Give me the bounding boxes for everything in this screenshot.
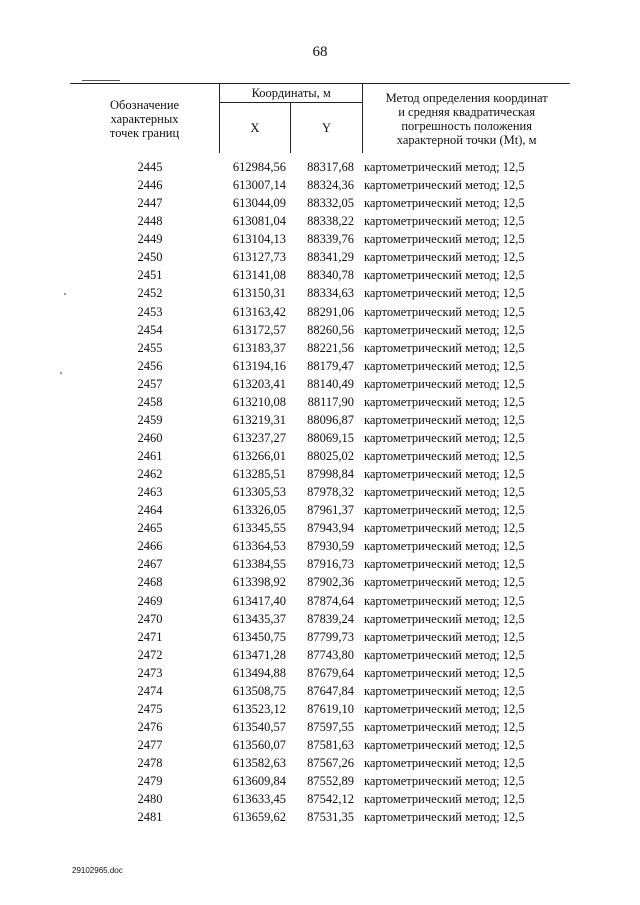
cell-point: 2472 xyxy=(137,647,163,662)
table-row xyxy=(0,483,640,501)
cell-method: картометрический метод; 12,5 xyxy=(364,467,525,482)
cell-point: 2473 xyxy=(137,665,163,680)
header-point-line-2: характерных xyxy=(110,111,179,126)
cell-point: 2454 xyxy=(137,322,163,337)
cell-y: 87874,64 xyxy=(307,593,354,608)
table-row xyxy=(0,537,640,555)
table-header xyxy=(70,83,570,153)
cell-y: 87619,10 xyxy=(307,701,354,716)
cell-x: 613508,75 xyxy=(232,683,286,698)
cell-y: 88317,68 xyxy=(307,160,354,174)
cell-x: 613183,37 xyxy=(232,340,286,355)
cell-point: 2453 xyxy=(137,304,163,319)
cell-point: 2446 xyxy=(137,178,163,193)
cell-x: 613285,51 xyxy=(232,467,286,482)
cell-y: 87552,89 xyxy=(307,774,354,789)
table-row xyxy=(0,357,640,375)
table-row xyxy=(0,519,640,537)
header-point-designation xyxy=(70,84,220,154)
table-row xyxy=(0,321,640,339)
cell-y: 87679,64 xyxy=(307,665,354,680)
cell-point: 2466 xyxy=(137,539,163,554)
cell-y: 87943,94 xyxy=(307,521,354,536)
cell-method: картометрический метод; 12,5 xyxy=(364,629,525,644)
cell-x: 613540,57 xyxy=(232,719,286,734)
table-row xyxy=(0,555,640,573)
cell-x: 613127,73 xyxy=(232,250,286,265)
cell-method: картометрический метод; 12,5 xyxy=(364,449,525,463)
cell-x: 613044,09 xyxy=(232,196,286,211)
cell-x: 613523,12 xyxy=(232,701,286,716)
header-point-line-1: Обозначение xyxy=(110,97,180,112)
cell-method: картометрический метод; 12,5 xyxy=(364,232,525,247)
cell-x: 613384,55 xyxy=(232,557,286,572)
cell-method: картометрический метод; 12,5 xyxy=(364,683,525,698)
table-row xyxy=(0,808,640,826)
cell-method: картометрический метод; 12,5 xyxy=(364,160,525,174)
cell-point: 2470 xyxy=(137,611,163,626)
cell-x: 613203,41 xyxy=(232,376,286,391)
table-row xyxy=(0,664,640,682)
cell-point: 2467 xyxy=(137,557,163,572)
cell-x: 613266,01 xyxy=(232,449,286,463)
cell-point: 2445 xyxy=(137,160,163,174)
header-method-line-1: Метод определения координат xyxy=(385,90,548,105)
cell-x: 613172,57 xyxy=(232,322,286,337)
cell-y: 87531,35 xyxy=(307,810,354,825)
table-row xyxy=(0,447,640,465)
cell-method: картометрический метод; 12,5 xyxy=(364,503,525,518)
cell-x: 612984,56 xyxy=(232,160,286,174)
cell-y: 88340,78 xyxy=(307,268,354,283)
table-row xyxy=(0,284,640,302)
page-number: 68 xyxy=(312,44,328,60)
cell-x: 613494,88 xyxy=(232,665,286,680)
cell-y: 87998,84 xyxy=(307,467,354,482)
cell-point: 2460 xyxy=(137,430,163,445)
cell-y: 88341,29 xyxy=(307,250,354,265)
header-method-line-3: погрешность положения xyxy=(401,118,532,133)
cell-point: 2447 xyxy=(137,196,163,211)
cell-x: 613150,31 xyxy=(232,286,286,301)
cell-method: картометрический метод; 12,5 xyxy=(364,611,525,626)
cell-y: 87978,32 xyxy=(307,485,354,500)
header-method-line-4: характерной точки (Mt), м xyxy=(396,132,537,147)
table-row xyxy=(0,248,640,266)
cell-x: 613609,84 xyxy=(232,774,286,789)
cell-method: картометрический метод; 12,5 xyxy=(364,810,525,825)
cell-x: 613237,27 xyxy=(232,430,286,445)
header-x: X xyxy=(220,103,291,154)
cell-point: 2458 xyxy=(137,394,163,409)
cell-x: 613417,40 xyxy=(232,593,286,608)
cell-y: 88117,90 xyxy=(307,394,354,409)
cell-x: 613435,37 xyxy=(232,611,286,626)
cell-y: 88291,06 xyxy=(307,304,354,319)
table-row xyxy=(0,592,640,610)
table-body xyxy=(0,158,640,826)
cell-y: 88069,15 xyxy=(307,430,354,445)
table-row xyxy=(0,790,640,808)
cell-point: 2477 xyxy=(137,738,163,752)
cell-method: картометрический метод; 12,5 xyxy=(364,178,525,193)
table-row xyxy=(0,393,640,411)
cell-y: 87961,37 xyxy=(307,503,354,518)
cell-point: 2462 xyxy=(137,467,163,482)
cell-method: картометрический метод; 12,5 xyxy=(364,430,525,445)
cell-method: картометрический метод; 12,5 xyxy=(364,665,525,680)
cell-method: картометрический метод; 12,5 xyxy=(364,250,525,265)
cell-method: картометрический метод; 12,5 xyxy=(364,268,525,283)
cell-method: картометрический метод; 12,5 xyxy=(364,340,525,355)
table-row xyxy=(0,501,640,519)
cell-point: 2481 xyxy=(137,810,163,825)
cell-point: 2465 xyxy=(137,521,163,536)
table-row xyxy=(0,176,640,194)
cell-x: 613081,04 xyxy=(232,214,286,229)
cell-method: картометрический метод; 12,5 xyxy=(364,575,525,590)
table-row xyxy=(0,700,640,718)
footer-filename: 29102965.doc xyxy=(72,866,123,875)
cell-y: 88140,49 xyxy=(307,376,354,391)
cell-point: 2468 xyxy=(137,575,163,590)
cell-point: 2469 xyxy=(137,593,163,608)
cell-method: картометрический метод; 12,5 xyxy=(364,521,525,536)
cell-x: 613305,53 xyxy=(232,485,286,500)
cell-method: картометрический метод; 12,5 xyxy=(364,593,525,608)
cell-x: 613659,62 xyxy=(232,810,286,825)
cell-x: 613219,31 xyxy=(232,412,286,427)
cell-method: картометрический метод; 12,5 xyxy=(364,412,525,427)
table-row xyxy=(0,212,640,230)
cell-x: 613194,16 xyxy=(232,358,286,373)
cell-y: 87930,59 xyxy=(307,539,354,554)
cell-y: 87542,12 xyxy=(307,792,354,807)
table-row xyxy=(0,429,640,447)
cell-y: 88260,56 xyxy=(307,322,354,337)
cell-method: картометрический метод; 12,5 xyxy=(364,738,525,752)
cell-y: 87743,80 xyxy=(307,647,354,662)
cell-method: картометрический метод; 12,5 xyxy=(364,394,525,409)
cell-y: 88332,05 xyxy=(307,196,354,211)
cell-method: картометрический метод; 12,5 xyxy=(364,196,525,211)
cell-x: 613210,08 xyxy=(232,394,286,409)
cell-method: картометрический метод; 12,5 xyxy=(364,304,525,319)
cell-y: 87839,24 xyxy=(307,611,354,626)
table-row xyxy=(0,266,640,284)
table-row xyxy=(0,736,640,754)
cell-x: 613560,07 xyxy=(232,738,286,752)
cell-y: 87902,36 xyxy=(307,575,354,590)
cell-y: 87567,26 xyxy=(307,756,354,771)
table-row xyxy=(0,158,640,176)
table-row xyxy=(0,375,640,393)
cell-method: картометрический метод; 12,5 xyxy=(364,539,525,554)
cell-point: 2456 xyxy=(137,358,163,373)
cell-x: 613633,45 xyxy=(232,792,286,807)
cell-method: картометрический метод; 12,5 xyxy=(364,719,525,734)
cell-x: 613326,05 xyxy=(232,503,286,518)
scan-speck xyxy=(60,372,62,374)
cell-x: 613104,13 xyxy=(232,232,286,247)
cell-method: картометрический метод; 12,5 xyxy=(364,322,525,337)
cell-method: картометрический метод; 12,5 xyxy=(364,756,525,771)
cell-method: картометрический метод; 12,5 xyxy=(364,485,525,500)
cell-x: 613141,08 xyxy=(232,268,286,283)
table-row xyxy=(0,303,640,321)
cell-x: 613471,28 xyxy=(232,647,286,662)
cell-point: 2474 xyxy=(137,683,163,698)
table-row xyxy=(0,411,640,429)
cell-y: 88096,87 xyxy=(307,412,354,427)
header-method xyxy=(363,84,570,154)
table-row xyxy=(0,339,640,357)
cell-point: 2471 xyxy=(137,629,163,644)
cell-point: 2461 xyxy=(137,449,163,463)
cell-y: 87647,84 xyxy=(307,683,354,698)
cell-y: 88338,22 xyxy=(307,214,354,229)
header-point-line-3: точек границ xyxy=(109,125,180,140)
cell-method: картометрический метод; 12,5 xyxy=(364,701,525,716)
table-row xyxy=(0,230,640,248)
cell-y: 88025,02 xyxy=(307,449,354,463)
cell-point: 2480 xyxy=(137,792,163,807)
cell-x: 613398,92 xyxy=(232,575,286,590)
table-row xyxy=(0,718,640,736)
cell-point: 2452 xyxy=(137,286,163,301)
cell-y: 88221,56 xyxy=(307,340,354,355)
cell-y: 87581,63 xyxy=(307,738,354,752)
cell-x: 613163,42 xyxy=(232,304,286,319)
cell-method: картометрический метод; 12,5 xyxy=(364,647,525,662)
table-row xyxy=(0,772,640,790)
cell-point: 2475 xyxy=(137,701,163,716)
cell-point: 2455 xyxy=(137,340,163,355)
cell-y: 88334,63 xyxy=(307,286,354,301)
header-coordinates: Координаты, м xyxy=(220,84,363,103)
table-row xyxy=(0,646,640,664)
cell-x: 613450,75 xyxy=(232,629,286,644)
header-y: Y xyxy=(290,103,363,154)
cell-point: 2463 xyxy=(137,485,163,500)
cell-y: 87916,73 xyxy=(307,557,354,572)
cell-method: картометрический метод; 12,5 xyxy=(364,286,525,301)
cell-point: 2459 xyxy=(137,412,163,427)
header-rule-mark xyxy=(82,80,120,81)
cell-point: 2476 xyxy=(137,719,163,734)
table-row xyxy=(0,682,640,700)
cell-point: 2449 xyxy=(137,232,163,247)
cell-point: 2457 xyxy=(137,376,163,391)
table-row xyxy=(0,610,640,628)
cell-method: картометрический метод; 12,5 xyxy=(364,792,525,807)
table-row xyxy=(0,754,640,772)
cell-y: 87597,55 xyxy=(307,719,354,734)
table-row xyxy=(0,573,640,591)
cell-method: картометрический метод; 12,5 xyxy=(364,358,525,373)
cell-method: картометрический метод; 12,5 xyxy=(364,214,525,229)
cell-point: 2448 xyxy=(137,214,163,229)
header-method-line-2: и средняя квадратическая xyxy=(398,104,536,119)
cell-y: 87799,73 xyxy=(307,629,354,644)
cell-x: 613364,53 xyxy=(232,539,286,554)
cell-point: 2450 xyxy=(137,250,163,265)
cell-x: 613582,63 xyxy=(232,756,286,771)
cell-x: 613345,55 xyxy=(232,521,286,536)
table-row xyxy=(0,194,640,212)
cell-point: 2478 xyxy=(137,756,163,771)
cell-point: 2479 xyxy=(137,774,163,789)
table-row xyxy=(0,465,640,483)
scan-speck xyxy=(64,293,66,295)
cell-point: 2464 xyxy=(137,503,163,518)
cell-point: 2451 xyxy=(137,268,163,283)
table-row xyxy=(0,628,640,646)
cell-method: картометрический метод; 12,5 xyxy=(364,376,525,391)
cell-y: 88179,47 xyxy=(307,358,354,373)
cell-method: картометрический метод; 12,5 xyxy=(364,774,525,789)
cell-method: картометрический метод; 12,5 xyxy=(364,557,525,572)
cell-y: 88324,36 xyxy=(307,178,354,193)
cell-x: 613007,14 xyxy=(232,178,286,193)
cell-y: 88339,76 xyxy=(307,232,354,247)
